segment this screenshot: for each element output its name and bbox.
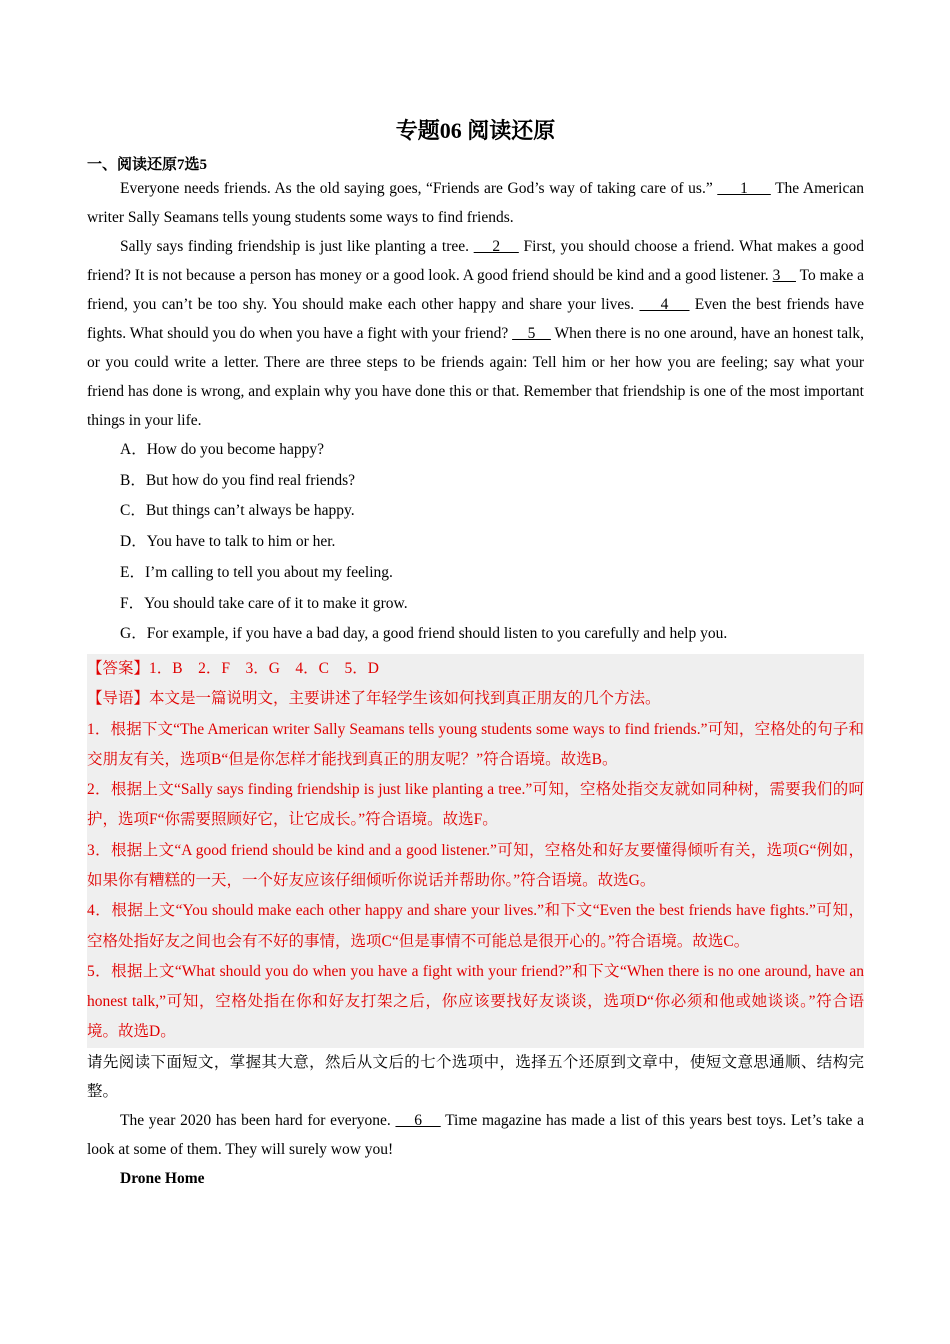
document-content <box>87 116 864 1193</box>
page-title: 专题06 阅读还原 <box>395 118 556 143</box>
option-list <box>87 435 864 650</box>
passage-text: The American writer Sally Seamans tells young students some ways to find friends. <box>87 180 864 226</box>
passage-text: Even the best friends have fights. What should you do when you have a fight with your friend? <box>87 296 864 342</box>
explanation-5: 5．根据上文“What should you do when you have a fight with your friend?”和下文“When there is no one around, have an honest talk,”可知，空格处指在你和好友打架之后，你应该要找好友谈谈，选项D“你必须和他或她谈谈。”符合语境。故选D。 <box>87 962 864 1041</box>
blank-3: 3 <box>772 267 796 284</box>
passage-text: To make a friend, you can’t be too shy. You should make each other happy and share your lives. <box>87 267 864 313</box>
guide-line: 【导语】本文是一篇说明文，主要讲述了年轻学生该如何找到真正朋友的几个方法。 <box>87 690 661 708</box>
answer-box <box>87 654 864 1048</box>
explanation-3: 3．根据上文“A good friend should be kind and a good listener.”可知，空格处和好友要懂得倾听有关，选项G“例如，如果你有糟糕的一天，一个好友应该仔细倾听你说话并帮助你。”符合语境。故选G。 <box>87 841 864 889</box>
explanation-2: 2．根据上文“Sally says finding friendship is just like planting a tree.”可知，空格处指交友就如同种树，需要我们的呵护，选项F“你需要照顾好它，让它成长。”符合语境。故选F。 <box>87 781 864 829</box>
option-b: B．But how do you find real friends? <box>120 471 356 489</box>
passage-text: Sally says finding friendship is just like planting a tree. <box>120 238 474 255</box>
passage-paragraph-1 <box>87 174 864 232</box>
blank-2: 2 <box>473 238 519 255</box>
blank-5: 5 <box>512 325 551 342</box>
section-heading: 一、阅读还原7选5 <box>87 157 208 173</box>
option-d: D．You have to talk to him or her. <box>120 533 336 551</box>
explanation-4: 4．根据上文“You should make each other happy and share your lives.”和下文“Even the best friends have fights.”可知，空格处指好友之间也会有不好的事情，选项C“但是事情不可能总是很开心的。”符合语境。故选C。 <box>87 902 864 950</box>
blank-1: 1 <box>717 180 771 197</box>
option-f: F．You should take care of it to make it grow. <box>120 594 408 612</box>
passage-text: Time magazine has made a list of this years best toys. Let’s take a look at some of them. They will surely wow you! <box>87 1111 864 1158</box>
passage2-paragraph-1 <box>87 1106 864 1164</box>
passage-text: The year 2020 has been hard for everyone. <box>120 1111 396 1129</box>
blank-4: 4 <box>639 296 690 313</box>
subheading-drone-home: Drone Home <box>120 1169 205 1187</box>
passage-text: When there is no one around, have an honest talk, or you could write a letter. There are three steps to be friends again: Tell him or her how you are feeling; say what your friend has done is wrong, and explain why you have done this or that. Remember that friendship is one of the most important things in your life. <box>87 325 865 429</box>
option-e: E．I’m calling to tell you about my feeling. <box>120 563 393 581</box>
option-g: G．For example, if you have a bad day, a good friend should listen to you carefully and help you. <box>120 625 728 643</box>
answer-line: 【答案】1．B 2．F 3．G 4．C 5．D <box>87 659 379 677</box>
instruction-text: 请先阅读下面短文，掌握其大意，然后从文后的七个选项中，选择五个还原到文章中，使短文意思通顺、结构完整。 <box>87 1053 864 1100</box>
option-a: A．How do you become happy? <box>120 441 325 458</box>
explanation-1: 1．根据下文“The American writer Sally Seamans tells young students some ways to find friends.”可知，空格处的句子和交朋友有关，选项B“但是你怎样才能找到真正的朋友呢？”符合语境。故选B。 <box>87 720 864 768</box>
passage-paragraph-2 <box>87 232 864 435</box>
passage-text: Everyone needs friends. As the old saying goes, “Friends are God’s way of taking care of us.” <box>120 180 718 197</box>
passage-text: First, you should choose a friend. What makes a good friend? It is not because a person has money or a good look. A good friend should be kind and a good listener. <box>87 238 865 284</box>
option-c: C．But things can’t always be happy. <box>120 502 355 520</box>
blank-6: 6 <box>395 1111 441 1129</box>
